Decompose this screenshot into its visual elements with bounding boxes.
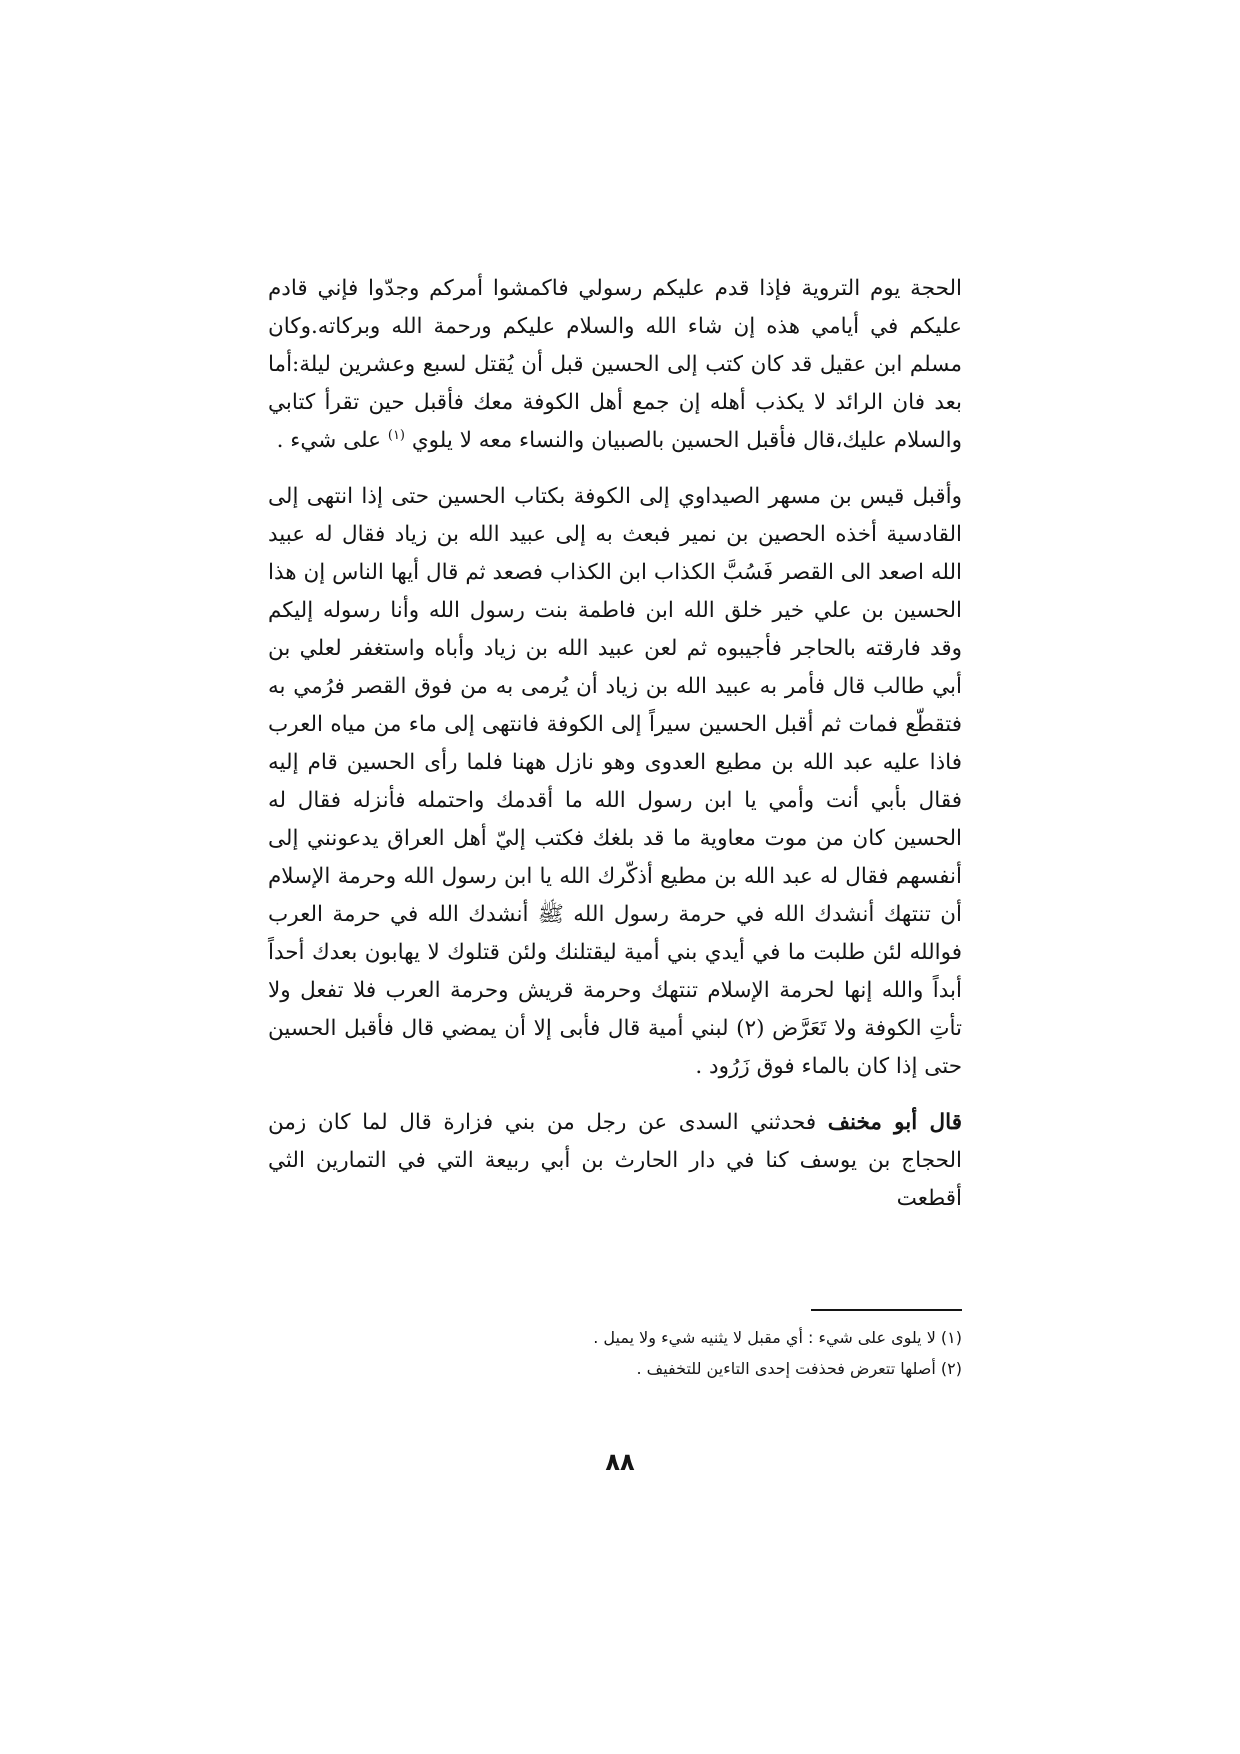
paragraph-1-text: الحجة يوم التروية فإذا قدم عليكم رسولي فاكمشوا أمركم وجدّوا فإني قادم عليكم في أيامي هذه إن شاء الله والسلام عليكم ورحمة الله وبركاته.وكان مسلم ابن عقيل قد كان كتب إلى الحسين قبل أن يُقتل لسبع وعشرين ليلة:أما بعد فان الرائد لا يكذب أهله إن جمع أهل الكوفة معك فأقبل حين تقرأ كتابي والسلام عليك،قال فأقبل الحسين بالصبيان والنساء معه لا يلوي bbox=[268, 276, 962, 453]
paragraph-1 bbox=[268, 270, 962, 460]
paragraph-1-end: على شيء . bbox=[276, 428, 382, 453]
footnotes bbox=[268, 1322, 962, 1384]
page-number: ٨٨ bbox=[605, 1448, 635, 1476]
footnote-divider bbox=[811, 1309, 962, 1311]
footnote-ref-1: (١) bbox=[387, 427, 405, 443]
paragraph-3-text: فحدثني السدى عن رجل من بني فزارة قال لما كان زمن الحجاج بن يوسف كنا في دار الحارث بن أبي ربيعة التي في التمارين الثي أقطعت bbox=[268, 1110, 962, 1211]
footnote-2: (٢) أصلها تتعرض فحذفت إحدى التاءين للتخفيف . bbox=[636, 1359, 962, 1378]
paragraph-2: وأقبل قيس بن مسهر الصيداوي إلى الكوفة بكتاب الحسين حتى إذا انتهى إلى القادسية أخذه الحصين بن نمير فبعث به إلى عبيد الله بن زياد فقال له عبيد الله اصعد الى القصر فَسُبَّ الكذاب ابن الكذاب فصعد ثم قال أيها الناس إن هذا الحسين بن علي خير خلق الله ابن فاطمة بنت رسول الله وأنا رسوله إليكم وقد فارقته بالحاجر فأجيبوه ثم لعن عبيد الله بن زياد وأباه واستغفر لعلي بن أبي طالب قال فأمر به عبيد الله بن زياد أن يُرمى به من فوق القصر فرُمي به فتقطّع فمات ثم أقبل الحسين سيراً إلى الكوفة فانتهى إلى ماء من مياه العرب فاذا عليه عبد الله بن مطيع العدوى وهو نازل ههنا فلما رأى الحسين قام إليه فقال بأبي أنت وأمي يا ابن رسول الله ما أقدمك واحتمله فأنزله فقال له الحسين كان من موت معاوية ما قد بلغك فكتب إليّ أهل العراق يدعونني إلى أنفسهم فقال له عبد الله بن مطيع أذكّرك الله يا ابن رسول الله وحرمة الإسلام أن تنتهك أنشدك الله في حرمة رسول الله ﷺ أنشدك الله في حرمة العرب فوالله لئن طلبت ما في أيدي بني أمية ليقتلنك ولئن قتلوك لا يهابون بعدك أحداً أبداً والله إنها لحرمة الإسلام تنتهك وحرمة قريش وحرمة العرب فلا تفعل ولا تأتِ الكوفة ولا تَعَرَّض (٢) لبني أمية قال فأبى إلا أن يمضي قال فأقبل الحسين حتى إذا كان بالماء فوق زَرُود . bbox=[268, 484, 962, 1079]
paragraph-3-lead: قال أبو مخنف bbox=[827, 1110, 962, 1135]
paragraph-3 bbox=[268, 1104, 962, 1218]
footnote-1: (١) لا يلوى على شيء : أي مقبل لا يثنيه شيء ولا يميل . bbox=[593, 1328, 962, 1347]
body-text bbox=[268, 270, 962, 1218]
